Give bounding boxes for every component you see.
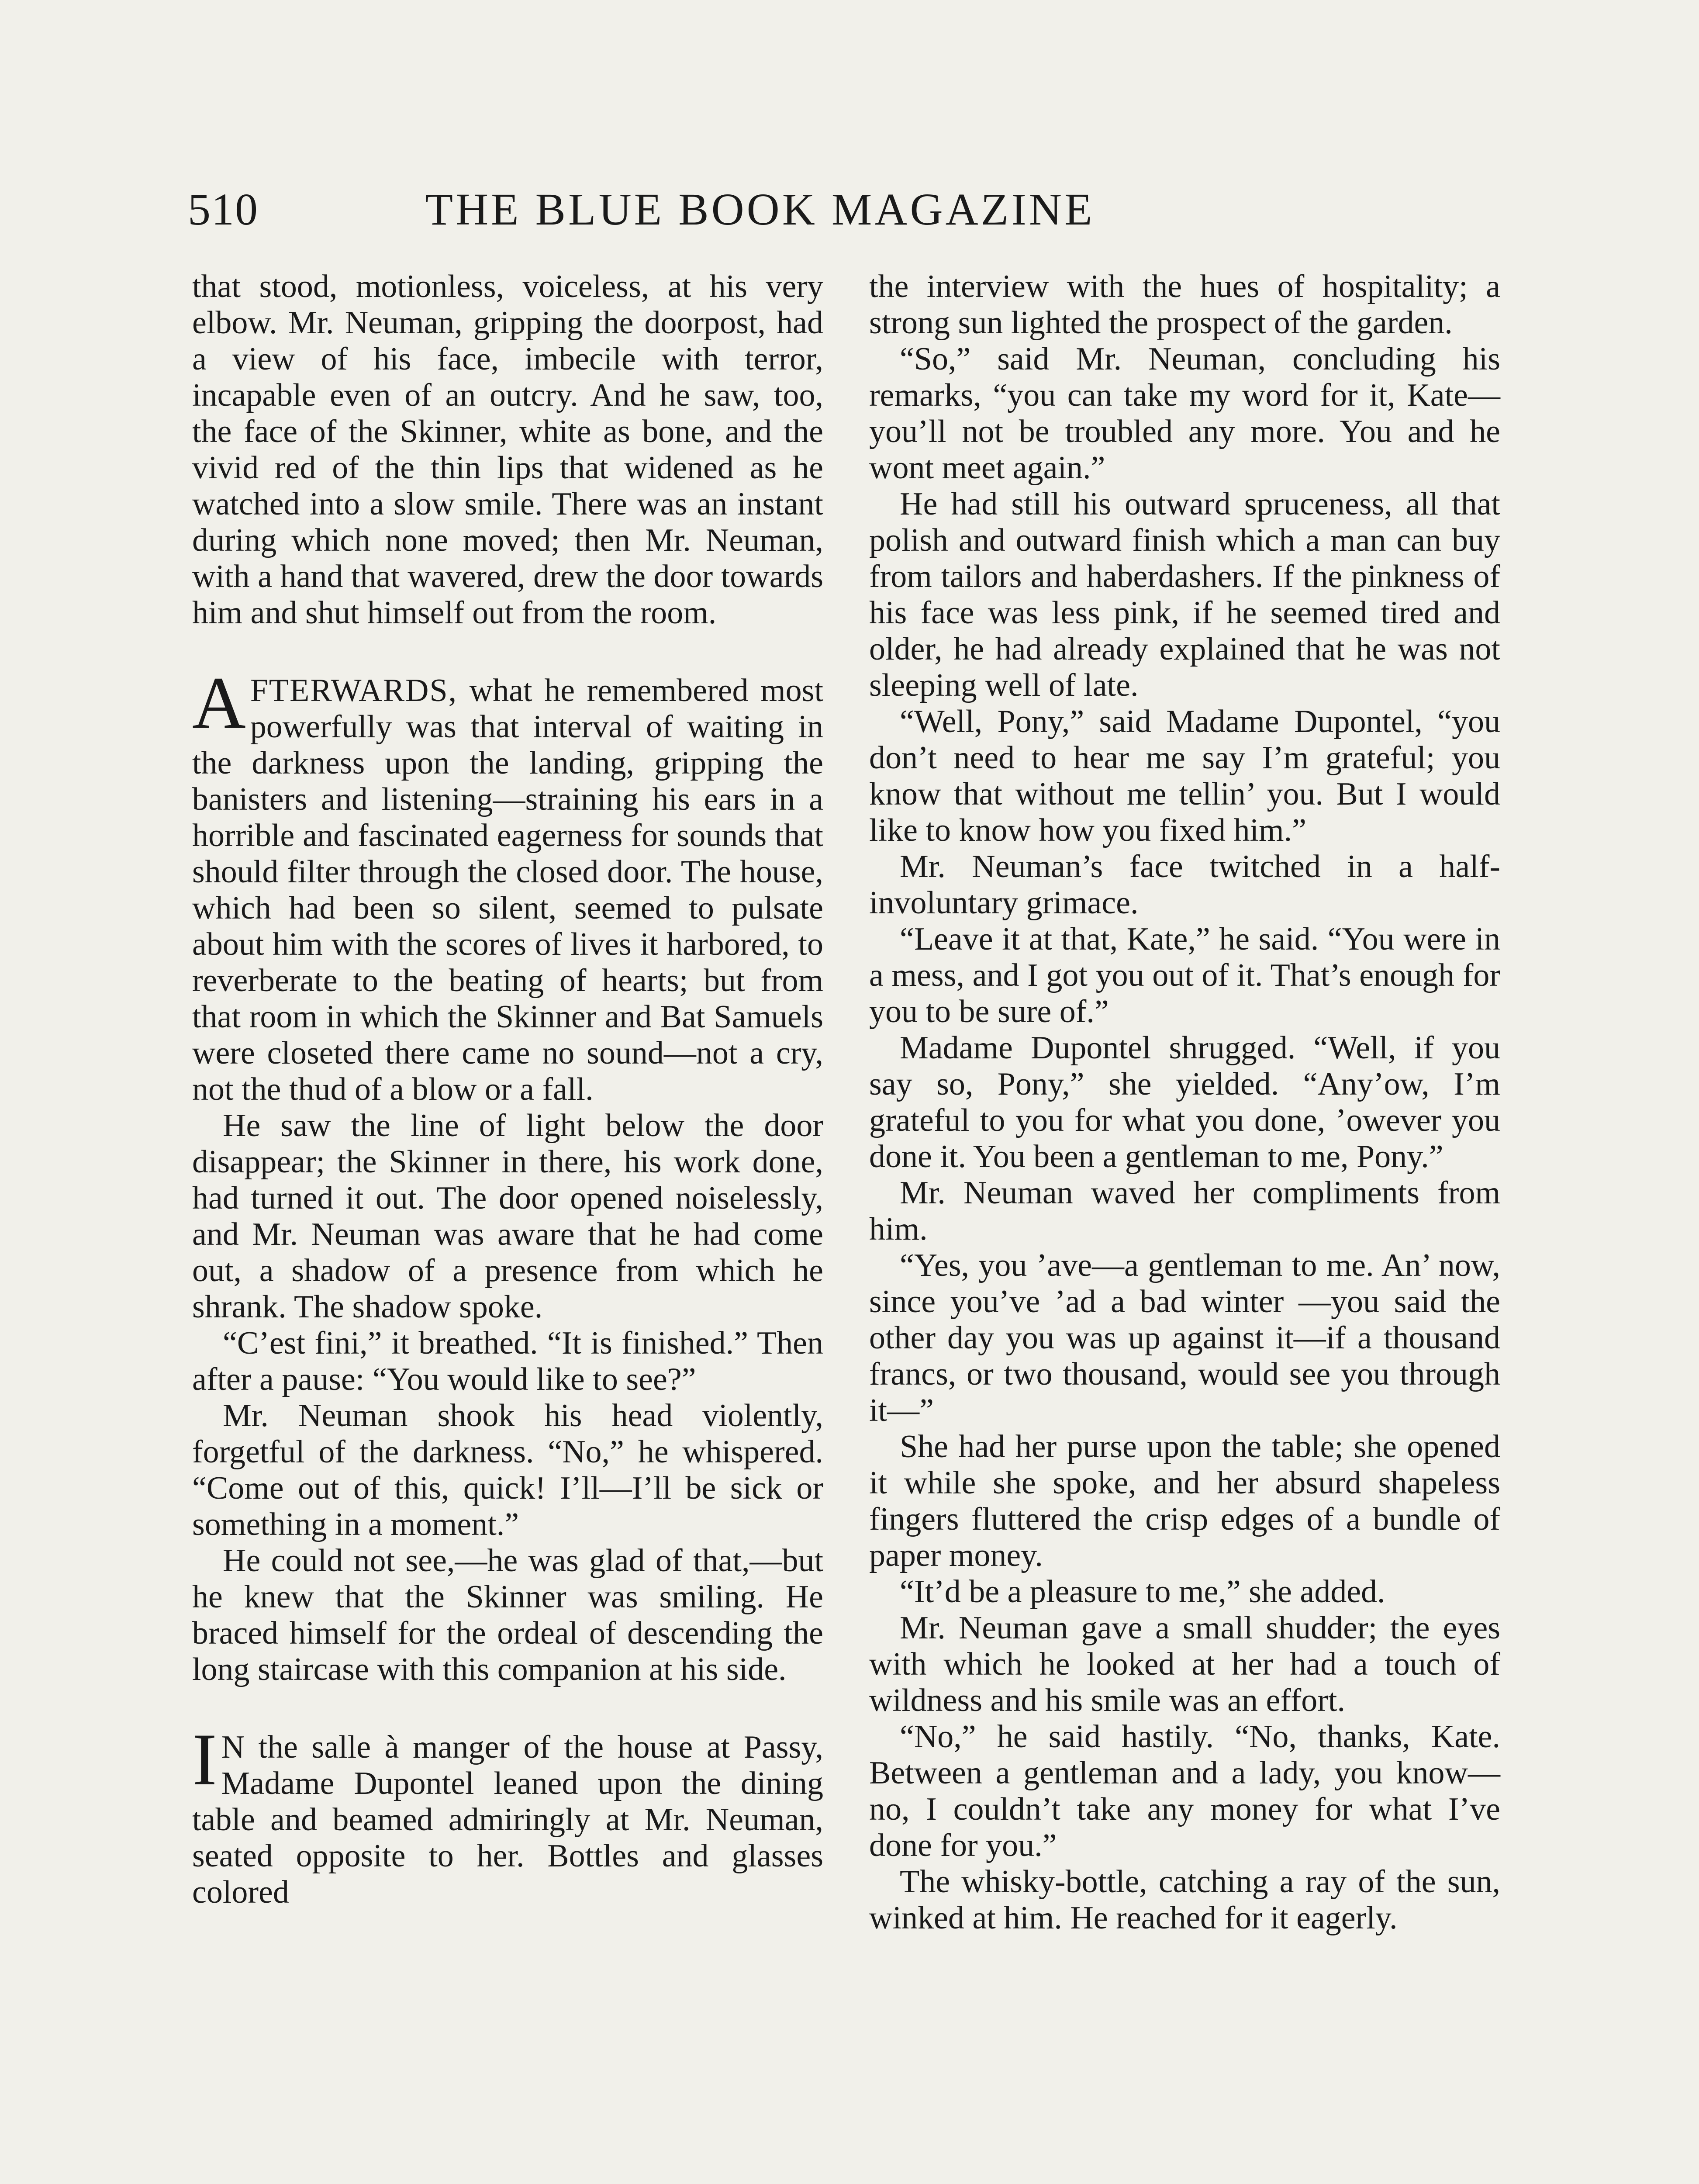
section-paragraph-afterwards bbox=[192, 662, 823, 1108]
page-header bbox=[188, 177, 1223, 242]
paragraph: the interview with the hues of hospitality; a strong sun lighted the prospect of the garden. bbox=[869, 269, 1500, 341]
paragraph: He saw the line of light below the door disappear; the Skinner in there, his work done, had turned it out. The door opened noiselessly, and Mr. Neuman was aware that he had come out, a shadow of a presence from which he shrank. The shadow spoke. bbox=[192, 1108, 823, 1325]
section-text: the salle à manger of the house at Passy, Madame Dupontel leaned upon the dining table and beamed admiringly at Mr. Neuman, seated opposite to her. Bottles and glasses colored bbox=[192, 1729, 823, 1910]
paragraph: “Leave it at that, Kate,” he said. “You were in a mess, and I got you out of it. That’s enough for you to be sure of.” bbox=[869, 921, 1500, 1030]
paragraph: “So,” said Mr. Neuman, concluding his remarks, “you can take my word for it, Kate—you’ll not be troubled any more. You and he wont meet again.” bbox=[869, 341, 1500, 486]
paragraph: “No,” he said hastily. “No, thanks, Kate. Between a gentleman and a lady, you know—no, I couldn’t take any money for what I’ve done for you.” bbox=[869, 1719, 1500, 1863]
section-lead-word: FTERWARDS, bbox=[250, 673, 458, 708]
section-lead-word: N bbox=[221, 1729, 245, 1765]
paragraph: He had still his outward spruceness, all that polish and outward finish which a man can buy from tailors and haberdashers. If the pinkness of his face was less pink, if he seemed tired and older, he had already explained that he was not sleeping well of late. bbox=[869, 486, 1500, 703]
paragraph: “Yes, you ’ave—a gentleman to me. An’ now, since you’ve ’ad a bad winter —you said the other day you was up against it—if a thousand francs, or two thousand, would see you through it—” bbox=[869, 1248, 1500, 1428]
section-paragraph-salle bbox=[192, 1718, 823, 1911]
paragraph: The whisky-bottle, catching a ray of the sun, winked at him. He reached for it eagerly. bbox=[869, 1864, 1500, 1936]
left-column bbox=[192, 269, 823, 1911]
paragraph: that stood, motionless, voiceless, at his very elbow. Mr. Neuman, gripping the doorpost, had a view of his face, imbecile with terror, incapable even of an outcry. And he saw, too, the face of the Skinner, white as bone, and the vivid red of the thin lips that widened as he watched into a slow smile. There was an instant during which none moved; then Mr. Neuman, with a hand that wavered, drew the door towards him and shut himself out from the room. bbox=[192, 269, 823, 631]
section-break bbox=[192, 631, 823, 673]
paragraph: “It’d be a pleasure to me,” she added. bbox=[900, 1574, 1385, 1610]
drop-cap: A bbox=[192, 662, 246, 744]
page-number: 510 bbox=[188, 184, 259, 235]
paragraph: Mr. Neuman shook his head violently, forgetful of the darkness. “No,” he whispered. “Come out of this, quick! I’ll—I’ll be sick or something in a moment.” bbox=[192, 1398, 823, 1542]
drop-cap: I bbox=[192, 1718, 217, 1800]
paragraph: “Well, Pony,” said Madame Dupontel, “you don’t need to hear me say I’m grateful; you know that without me tellin’ you. But I would like to know how you fixed him.” bbox=[869, 704, 1500, 848]
paragraph: He could not see,—he was glad of that,—but he knew that the Skinner was smiling. He braced himself for the ordeal of descending the long staircase with this companion at his side. bbox=[192, 1543, 823, 1687]
paragraph: Madame Dupontel shrugged. “Well, if you say so, Pony,” she yielded. “Any’ow, I’m grateful to you for what you done, ’owever you done it. You been a gentleman to me, Pony.” bbox=[869, 1030, 1500, 1175]
section-text: what he remembered most powerfully was that interval of waiting in the darkness upon the landing, gripping the banisters and listening—straining his ears in a horrible and fascinated eagerness for sounds that should filter through the closed door. The house, which had been so silent, seemed to pulsate about him with the scores of lives it harbored, to reverberate to the beating of hearts; but from that room in which the Skinner and Bat Samuels were closeted there came no sound—not a cry, not the thud of a blow or a fall. bbox=[192, 673, 823, 1107]
paragraph: Mr. Neuman’s face twitched in a half-involuntary grimace. bbox=[869, 849, 1500, 921]
paragraph: Mr. Neuman waved her compliments from him. bbox=[869, 1175, 1500, 1247]
right-column bbox=[869, 269, 1500, 1936]
paragraph: “C’est fini,” it breathed. “It is finished.” Then after a pause: “You would like to see?” bbox=[192, 1325, 823, 1397]
paragraph: She had her purse upon the table; she opened it while she spoke, and her absurd shapeless fingers fluttered the crisp edges of a bundle of paper money. bbox=[869, 1429, 1500, 1573]
section-break bbox=[192, 1688, 823, 1729]
paragraph: Mr. Neuman gave a small shudder; the eyes with which he looked at her had a touch of wildness and his smile was an effort. bbox=[869, 1610, 1500, 1718]
magazine-title: THE BLUE BOOK MAGAZINE bbox=[425, 184, 1095, 235]
